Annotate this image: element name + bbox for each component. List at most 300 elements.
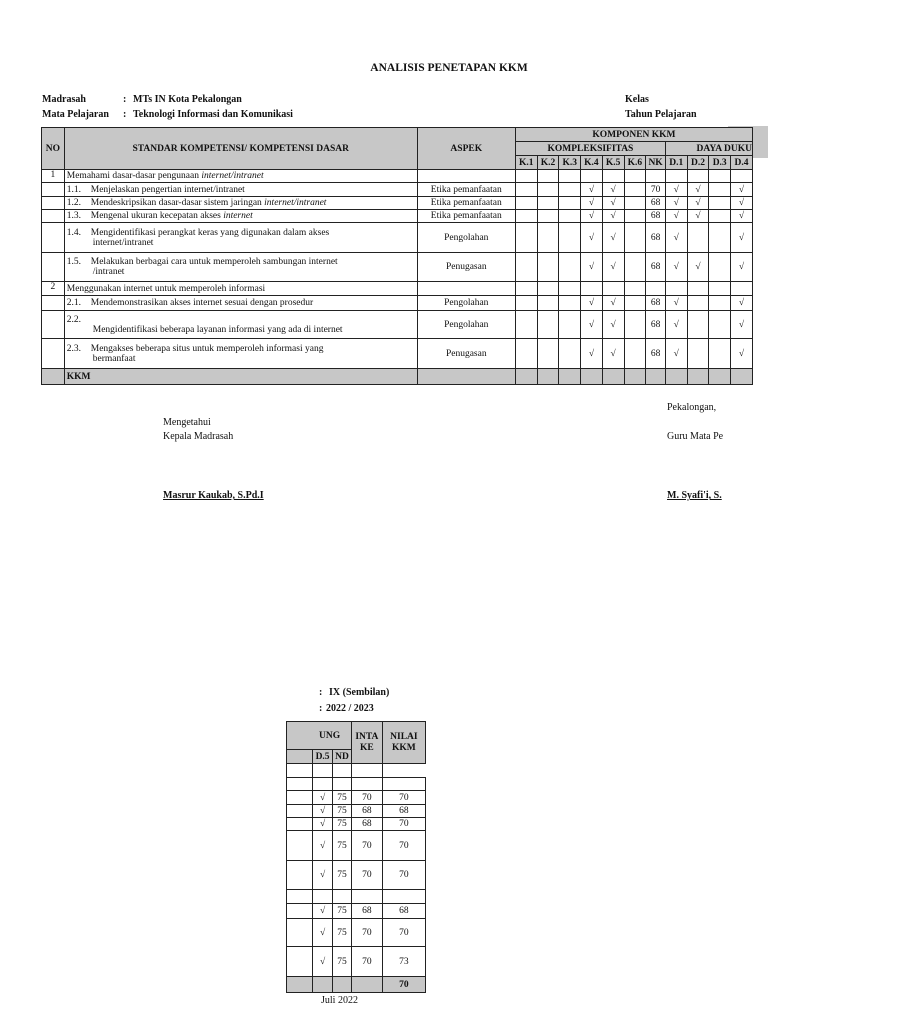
- col-no-header: NO: [42, 128, 65, 170]
- row-d-check: √: [731, 210, 753, 223]
- table-row: [287, 831, 426, 861]
- row-nilai-kkm: 70: [382, 919, 425, 947]
- row-k-check: [624, 197, 646, 210]
- row-d-check: [709, 223, 731, 253]
- continuation-table: [286, 721, 426, 993]
- kkm-blank: [559, 369, 581, 385]
- blank-cell: [313, 764, 333, 778]
- row-d-check: √: [665, 223, 687, 253]
- row-d-check: √: [731, 223, 753, 253]
- date-tail: Juli 2022: [321, 995, 358, 1006]
- table-row: [287, 947, 426, 977]
- table-row: [287, 861, 426, 890]
- row-k-check: [624, 253, 646, 282]
- row-k-check: [624, 282, 646, 296]
- row-intake-value: 70: [352, 791, 383, 805]
- row-no: [42, 223, 65, 253]
- kelas-label: Kelas: [625, 94, 649, 105]
- row-d-check: √: [665, 339, 687, 369]
- row-intake-value: 70: [352, 947, 383, 977]
- kkm-value: 70: [382, 977, 425, 993]
- row-k-check: [537, 170, 559, 183]
- mapel-colon: :: [123, 109, 127, 120]
- row-aspek: Etika pemanfaatan: [417, 183, 515, 197]
- row-d-check: [709, 210, 731, 223]
- kkm-blank: [624, 369, 646, 385]
- kkm-blank: [665, 369, 687, 385]
- competency-number: 1.4.: [66, 227, 82, 238]
- row-d5-check: [313, 778, 333, 791]
- row-aspek: Etika pemanfaatan: [417, 197, 515, 210]
- row-k-check: [559, 282, 581, 296]
- row-k-check: √: [581, 339, 603, 369]
- row-k-check: √: [602, 210, 624, 223]
- row-d5-check: √: [313, 919, 333, 947]
- row-competency: [64, 253, 417, 282]
- row-nilai-kkm: [382, 890, 425, 904]
- row-k-check: √: [602, 223, 624, 253]
- row-no: [42, 339, 65, 369]
- row-nd-value: 75: [333, 818, 352, 831]
- row-k-check: [537, 282, 559, 296]
- row-no: 2: [42, 282, 65, 296]
- kkm-blank: [537, 369, 559, 385]
- competency-number: 1.3.: [66, 211, 82, 221]
- col-sk-header: STANDAR KOMPETENSI/ KOMPETENSI DASAR: [64, 128, 417, 170]
- row-d-check: √: [687, 210, 709, 223]
- competency-number: 2.1.: [66, 298, 82, 308]
- row-k-check: [515, 210, 537, 223]
- kkm-blank: [687, 369, 709, 385]
- kkm-blank: [581, 369, 603, 385]
- row-k-check: [537, 197, 559, 210]
- k-col-header: K.1: [515, 156, 537, 170]
- row-k-check: [559, 223, 581, 253]
- table-row: [287, 890, 426, 904]
- competency-text: Mendeskripsikan dasar-dasar sistem jaringan: [90, 198, 265, 208]
- kkm-blank: [731, 369, 753, 385]
- continuation-table-clip: [315, 715, 458, 990]
- row-nk-value: [646, 282, 666, 296]
- row-intake-value: 68: [352, 904, 383, 919]
- kkm-blank: [352, 977, 383, 993]
- row-nd-value: [333, 778, 352, 791]
- competency-text: Menjelaskan pengertian internet/intranet: [90, 184, 245, 195]
- row-k-check: [559, 253, 581, 282]
- daya-dukung-header: DAYA DUKU: [665, 142, 752, 156]
- kkm-blank: [417, 369, 515, 385]
- row-nilai-kkm: [382, 778, 425, 791]
- row-k-check: √: [581, 253, 603, 282]
- row-nilai-kkm: 70: [382, 831, 425, 861]
- row-d-check: √: [665, 311, 687, 339]
- row-k-check: [602, 170, 624, 183]
- row-d-check: [731, 282, 753, 296]
- row-intake-value: 68: [352, 805, 383, 818]
- row-aspek: Penugasan: [417, 253, 515, 282]
- row-nk-value: 68: [646, 296, 666, 311]
- kkm-blank: [646, 369, 666, 385]
- kkm-row: [287, 977, 426, 993]
- kkm-blank: [313, 977, 333, 993]
- tahun-label: Tahun Pelajaran: [625, 109, 697, 120]
- mapel-label: Mata Pelajaran: [42, 109, 109, 120]
- row-d4-check: [287, 947, 313, 977]
- row-intake-value: [352, 890, 383, 904]
- row-k-check: √: [581, 210, 603, 223]
- row-k-check: √: [581, 183, 603, 197]
- row-k-check: [624, 339, 646, 369]
- row-nk-value: 68: [646, 339, 666, 369]
- row-nilai-kkm: 70: [382, 861, 425, 890]
- row-nilai-kkm: 68: [382, 805, 425, 818]
- row-d-check: √: [665, 253, 687, 282]
- row-d-check: [709, 282, 731, 296]
- competency-text: Mengidentifikasi perangkat keras yang digunakan dalam akses: [90, 227, 330, 238]
- row-k-check: [537, 223, 559, 253]
- row-d4-check: [287, 904, 313, 919]
- row-k-check: [559, 170, 581, 183]
- row-nilai-kkm: 70: [382, 818, 425, 831]
- row-d-check: [687, 339, 709, 369]
- row-k-check: [559, 311, 581, 339]
- competency-number: 1.1.: [66, 184, 82, 195]
- competency-text: Mendemonstrasikan akses internet sesuai dengan prosedur: [90, 298, 314, 308]
- k-col-header: NK: [646, 156, 666, 170]
- row-k-check: [515, 197, 537, 210]
- row-nk-value: 70: [646, 183, 666, 197]
- row-d5-check: √: [313, 791, 333, 805]
- row-d4-check: [287, 805, 313, 818]
- row-k-check: [602, 282, 624, 296]
- row-k-check: [581, 282, 603, 296]
- row-d4-check: [287, 861, 313, 890]
- row-competency: [64, 197, 417, 210]
- row-competency: [64, 339, 417, 369]
- row-competency: [64, 296, 417, 311]
- row-d-check: √: [665, 210, 687, 223]
- row-d-check: √: [687, 183, 709, 197]
- row-d-check: [687, 282, 709, 296]
- table-row: [42, 210, 753, 223]
- row-k-check: [624, 210, 646, 223]
- row-d4-check: [287, 778, 313, 791]
- row-d-check: [709, 170, 731, 183]
- row-k-check: [515, 311, 537, 339]
- row-k-check: [515, 223, 537, 253]
- table-row: [42, 253, 753, 282]
- row-d-check: [731, 170, 753, 183]
- row-nilai-kkm: 68: [382, 904, 425, 919]
- row-k-check: [624, 223, 646, 253]
- row-k-check: [559, 210, 581, 223]
- nd-header: ND: [333, 750, 352, 764]
- k-col-header: K.6: [624, 156, 646, 170]
- row-no: [42, 296, 65, 311]
- kkm-blank: [709, 369, 731, 385]
- row-k-check: [559, 339, 581, 369]
- row-d-check: √: [665, 183, 687, 197]
- row-nd-value: 75: [333, 791, 352, 805]
- row-k-check: [515, 170, 537, 183]
- k-col-header: K.2: [537, 156, 559, 170]
- row-competency: [64, 183, 417, 197]
- guru-name: M. Syafi'i, S.: [667, 490, 722, 501]
- madrasah-label: Madrasah: [42, 94, 86, 105]
- row-d5-check: [313, 890, 333, 904]
- intake-header: INTA KE: [352, 722, 383, 764]
- row-d4-check: [287, 890, 313, 904]
- table-row: [42, 183, 753, 197]
- row-k-check: [537, 210, 559, 223]
- competency-text-italic: internet: [223, 211, 253, 221]
- competency-text-italic: internet/intranet: [201, 171, 264, 181]
- row-nd-value: 75: [333, 831, 352, 861]
- row-k-check: √: [581, 223, 603, 253]
- row-intake-value: 70: [352, 861, 383, 890]
- row-k-check: [624, 183, 646, 197]
- k-col-header: K.5: [602, 156, 624, 170]
- kompleksitas-header: KOMPLEKSIFITAS: [515, 142, 665, 156]
- row-d-check: [709, 197, 731, 210]
- row-competency: [64, 223, 417, 253]
- competency-number: 2.3.: [66, 343, 82, 354]
- competency-text: Menggunakan internet untuk memperoleh informasi: [66, 283, 266, 294]
- row-d5-check: √: [313, 861, 333, 890]
- row-k-check: √: [602, 296, 624, 311]
- competency-text-line2: /intranet: [92, 267, 125, 277]
- row-d4-check: [287, 831, 313, 861]
- row-k-check: [624, 296, 646, 311]
- kelas-colon: :: [319, 687, 323, 698]
- row-d5-check: √: [313, 818, 333, 831]
- kepala-name: Masrur Kaukab, S.Pd.I: [163, 490, 264, 501]
- row-aspek: [417, 170, 515, 183]
- row-competency: [64, 170, 417, 183]
- kkm-blank: [515, 369, 537, 385]
- row-d5-check: √: [313, 947, 333, 977]
- table-row: [287, 805, 426, 818]
- row-d-check: [687, 223, 709, 253]
- row-k-check: [559, 183, 581, 197]
- kkm-blank: [333, 977, 352, 993]
- kkm-blank: [287, 977, 313, 993]
- row-no: [42, 183, 65, 197]
- row-k-check: [559, 296, 581, 311]
- row-d-check: √: [731, 311, 753, 339]
- row-no: [42, 210, 65, 223]
- place-date: Pekalongan,: [667, 402, 717, 413]
- row-nilai-kkm: 70: [382, 791, 425, 805]
- table-row: [287, 791, 426, 805]
- row-nk-value: 68: [646, 223, 666, 253]
- main-table-clip: [0, 0, 752, 400]
- row-k-check: [515, 296, 537, 311]
- nilai-kkm-header: NILAI KKM: [382, 722, 425, 764]
- row-d-check: √: [665, 296, 687, 311]
- row-aspek: Penugasan: [417, 339, 515, 369]
- row-k-check: [537, 311, 559, 339]
- row-no: 1: [42, 170, 65, 183]
- spacer-row: [287, 764, 426, 778]
- row-nd-value: 75: [333, 919, 352, 947]
- mapel-value: Teknologi Informasi dan Komunikasi: [133, 109, 293, 120]
- row-d-check: [665, 170, 687, 183]
- madrasah-colon: :: [123, 94, 127, 105]
- d-col-header: D.3: [709, 156, 731, 170]
- blank-cell: [287, 764, 313, 778]
- row-intake-value: 68: [352, 818, 383, 831]
- row-nilai-kkm: 73: [382, 947, 425, 977]
- kkm-analysis-table: [41, 127, 753, 385]
- row-no: [42, 311, 65, 339]
- row-aspek: Pengolahan: [417, 223, 515, 253]
- row-d4-check: [287, 791, 313, 805]
- row-nk-value: 68: [646, 210, 666, 223]
- row-aspek: Pengolahan: [417, 311, 515, 339]
- mengetahui-label: Mengetahui: [163, 417, 211, 428]
- row-k-check: [581, 170, 603, 183]
- row-k-check: [624, 170, 646, 183]
- table-row: [287, 919, 426, 947]
- row-d-check: √: [665, 197, 687, 210]
- d-col-header: D.4: [731, 156, 753, 170]
- row-nk-value: 68: [646, 311, 666, 339]
- row-nk-value: 68: [646, 253, 666, 282]
- competency-text-italic: internet/intranet: [264, 198, 327, 208]
- row-competency: [64, 311, 417, 339]
- row-d5-check: √: [313, 805, 333, 818]
- row-d-check: [687, 170, 709, 183]
- competency-text: Mengakses beberapa situs untuk memperoleh informasi yang: [90, 343, 324, 354]
- row-k-check: [559, 197, 581, 210]
- kkm-row: [42, 369, 753, 385]
- row-nd-value: 75: [333, 904, 352, 919]
- row-aspek: Etika pemanfaatan: [417, 210, 515, 223]
- row-k-check: [515, 282, 537, 296]
- row-d-check: √: [731, 339, 753, 369]
- row-k-check: √: [602, 197, 624, 210]
- table-row: [287, 778, 426, 791]
- document-title: ANALISIS PENETAPAN KKM: [370, 62, 528, 74]
- tahun-colon: :: [319, 703, 323, 714]
- row-k-check: √: [581, 197, 603, 210]
- table-row: [42, 296, 753, 311]
- row-d5-check: √: [313, 904, 333, 919]
- table-row: [287, 818, 426, 831]
- competency-text: Memahami dasar-dasar pengunaan: [66, 171, 202, 181]
- competency-number: 1.5.: [66, 257, 82, 267]
- row-d-check: √: [731, 253, 753, 282]
- row-nd-value: [333, 890, 352, 904]
- row-k-check: √: [581, 296, 603, 311]
- row-k-check: √: [602, 311, 624, 339]
- row-d-check: √: [731, 296, 753, 311]
- row-intake-value: [352, 778, 383, 791]
- row-k-check: [537, 296, 559, 311]
- row-d-check: [687, 296, 709, 311]
- row-k-check: √: [602, 253, 624, 282]
- row-d-check: [687, 311, 709, 339]
- kkm-blank: [602, 369, 624, 385]
- row-d-check: [709, 253, 731, 282]
- row-competency: [64, 210, 417, 223]
- competency-text: Mengenal ukuran kecepatan akses: [90, 211, 224, 221]
- row-k-check: [537, 339, 559, 369]
- madrasah-value: MTs IN Kota Pekalongan: [133, 94, 242, 105]
- row-d-check: [709, 311, 731, 339]
- row-d4-check: [287, 919, 313, 947]
- blank-cell: [287, 750, 313, 764]
- table-row: [42, 223, 753, 253]
- row-d-check: √: [687, 253, 709, 282]
- kkm-blank: [42, 369, 65, 385]
- k-col-header: K.3: [559, 156, 581, 170]
- row-k-check: [537, 183, 559, 197]
- row-nd-value: 75: [333, 947, 352, 977]
- row-k-check: [537, 253, 559, 282]
- row-k-check: [515, 253, 537, 282]
- row-competency: [64, 282, 417, 296]
- daya-dukung-tail-header: UNG: [287, 722, 352, 750]
- row-intake-value: 70: [352, 831, 383, 861]
- table-row: [42, 282, 753, 296]
- row-d-check: [709, 183, 731, 197]
- table-row: [42, 197, 753, 210]
- row-d5-check: √: [313, 831, 333, 861]
- competency-text-line2: bermanfaat: [92, 353, 136, 364]
- row-k-check: [515, 339, 537, 369]
- table-row: [42, 170, 753, 183]
- table-row: [42, 339, 753, 369]
- row-nd-value: 75: [333, 861, 352, 890]
- row-k-check: √: [581, 311, 603, 339]
- d-col-header: D.1: [665, 156, 687, 170]
- competency-text-line2: internet/intranet: [92, 237, 154, 248]
- row-d-check: [665, 282, 687, 296]
- row-k-check: [624, 311, 646, 339]
- guru-label: Guru Mata Pe: [667, 431, 724, 442]
- tahun-value: 2022 / 2023: [326, 703, 374, 714]
- col-aspek-header: ASPEK: [417, 128, 515, 170]
- row-d-check: [709, 339, 731, 369]
- blank-cell: [333, 764, 352, 778]
- komponen-kkm-header: KOMPONEN KKM: [515, 128, 752, 142]
- d-col-header: D.2: [687, 156, 709, 170]
- kelas-value: IX (Sembilan): [329, 687, 390, 698]
- row-intake-value: 70: [352, 919, 383, 947]
- row-nk-value: 68: [646, 197, 666, 210]
- kkm-label: KKM: [64, 369, 417, 385]
- row-d-check: √: [687, 197, 709, 210]
- competency-text: Melakukan berbagai cara untuk memperoleh sambungan internet: [90, 257, 338, 267]
- row-aspek: [417, 282, 515, 296]
- row-k-check: √: [602, 339, 624, 369]
- row-aspek: Pengolahan: [417, 296, 515, 311]
- blank-cell: [352, 764, 383, 778]
- row-d-check: √: [731, 183, 753, 197]
- table-row: [287, 904, 426, 919]
- row-d-check: √: [731, 197, 753, 210]
- row-nd-value: 75: [333, 805, 352, 818]
- row-no: [42, 197, 65, 210]
- row-nk-value: [646, 170, 666, 183]
- k-col-header: K.4: [581, 156, 603, 170]
- row-k-check: [515, 183, 537, 197]
- competency-number: 1.2.: [66, 198, 82, 208]
- table-row: [42, 311, 753, 339]
- row-d-check: [709, 296, 731, 311]
